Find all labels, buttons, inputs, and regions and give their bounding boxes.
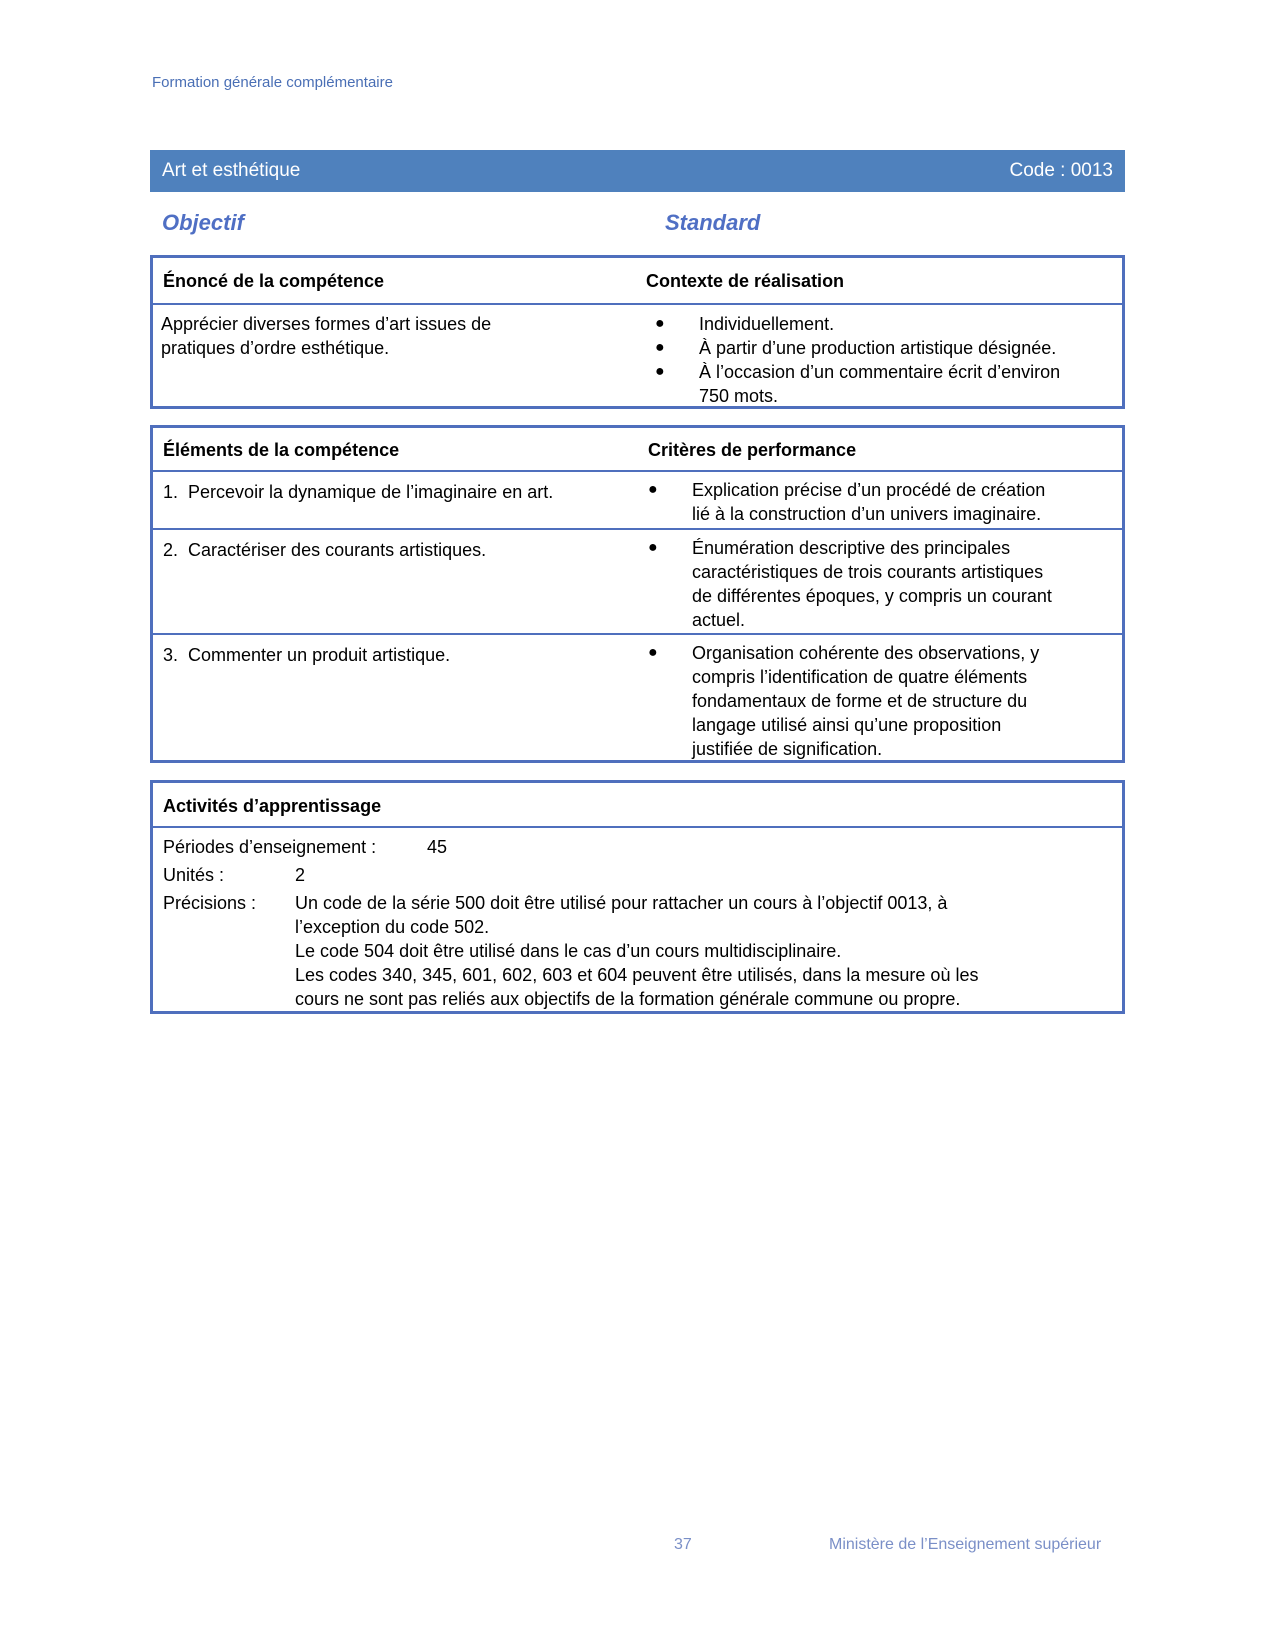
divider (153, 826, 1122, 828)
unites-value: 2 (295, 865, 306, 885)
course-title: Art et esthétique (162, 160, 301, 181)
standard-label: Standard (665, 210, 761, 235)
objectif-label: Objectif (162, 210, 244, 235)
list-item: ● À partir d’une production artistique désignée. (655, 338, 1057, 358)
enonce-text: Apprécier diverses formes d’art issues de pratiques d’ordre esthétique. (161, 314, 492, 358)
unites-label: Unités : (163, 865, 225, 885)
divider (153, 528, 1122, 530)
page-number: 37 (674, 1536, 692, 1553)
activites-box (150, 780, 1125, 1014)
element-row-2: 2. Caractériser des courants artistiques. (163, 540, 487, 560)
course-title-bar (150, 150, 1125, 192)
precisions-label: Précisions : (163, 893, 257, 913)
elements-box (150, 425, 1125, 763)
bullet-icon: ● (648, 539, 658, 556)
critere-row-3: ● Organisation cohérente des observations, y compris l’identification de quatre éléments fondamentaux de forme et de structure du langage utilisé ainsi qu’une proposition justifiée de signification. (648, 643, 1040, 759)
elements-header: Éléments de la compétence (163, 440, 400, 460)
divider (153, 633, 1122, 635)
periodes-label: Périodes d’enseignement : (163, 837, 377, 857)
activites-header: Activités d’apprentissage (163, 796, 382, 816)
element-row-3: 3. Commenter un produit artistique. (163, 645, 451, 665)
enonce-header: Énoncé de la compétence (163, 271, 385, 291)
critere-row-2: ● Énumération descriptive des principales caractéristiques de trois courants artistiques de différentes époques, y compris un courant actuel. (648, 538, 1052, 630)
list-item: ● Individuellement. (655, 314, 835, 334)
contexte-header: Contexte de réalisation (646, 271, 845, 291)
bullet-icon: ● (655, 315, 665, 332)
competence-box (150, 255, 1125, 409)
footer-ministry: Ministère de l’Enseignement supérieur (829, 1536, 1102, 1553)
criteres-header: Critères de performance (648, 440, 857, 460)
course-code: Code : 0013 (1009, 160, 1113, 181)
critere-row-1: ● Explication précise d’un procédé de création lié à la construction d’un univers imaginaire. (648, 480, 1046, 524)
bullet-icon: ● (655, 363, 665, 380)
element-row-1: 1. Percevoir la dynamique de l’imaginaire en art. (163, 482, 554, 502)
bullet-icon: ● (648, 481, 658, 498)
periodes-value: 45 (427, 837, 448, 857)
bullet-icon: ● (648, 644, 658, 661)
precisions-text: Un code de la série 500 doit être utilisé pour rattacher un cours à l’objectif 0013, à l’exception du code 502. Le code 504 doit être utilisé dans le cas d’un cours multidisciplinaire. Les codes 340, 345, 601, 602, 603 et 604 peuvent être utilisés, dans la mesure où les cours ne sont pas reliés aux objectifs de la formation générale commune ou propre. (295, 893, 979, 1009)
divider (153, 470, 1122, 472)
divider (153, 303, 1122, 305)
contexte-list (653, 312, 1118, 408)
running-header: Formation générale complémentaire (152, 74, 393, 91)
list-item: ● À l’occasion d’un commentaire écrit d’environ 750 mots. (655, 362, 1061, 406)
bullet-icon: ● (655, 339, 665, 356)
